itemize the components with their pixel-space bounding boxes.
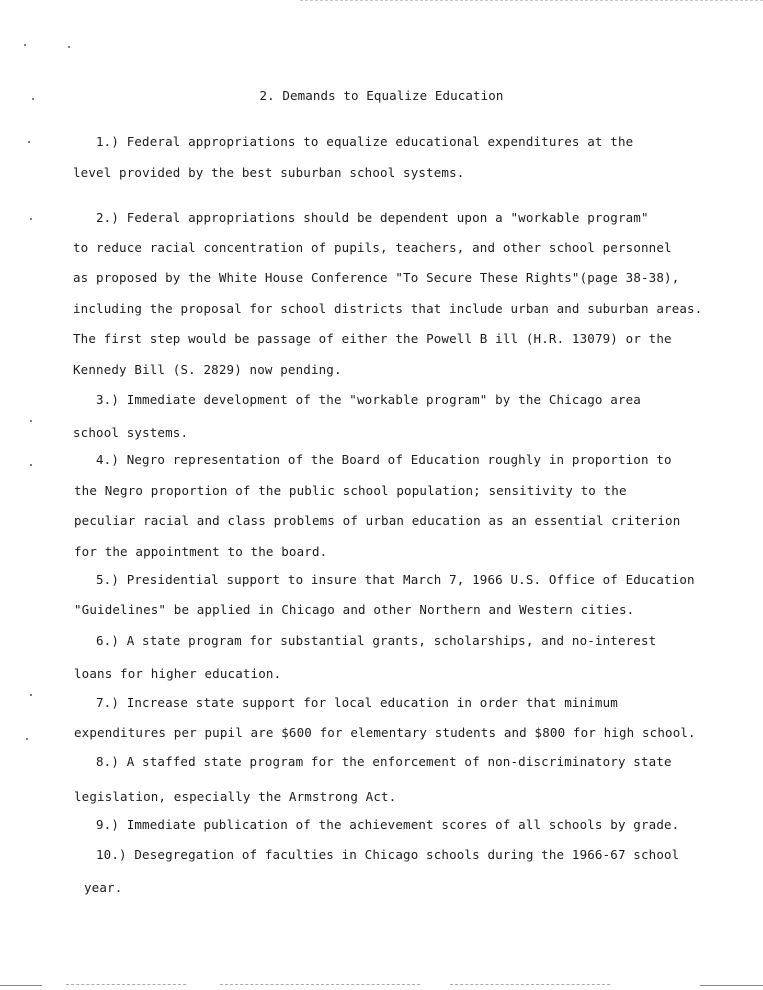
text-line: 9.) Immediate publication of the achievement scores of all schools by grade. bbox=[96, 817, 680, 832]
text-line: as proposed by the White House Conference "To Secure These Rights"(page 38-38), bbox=[73, 270, 680, 285]
text-line: "Guidelines" be applied in Chicago and other Northern and Western cities. bbox=[74, 602, 635, 617]
page-title: 2. Demands to Equalize Education bbox=[259, 88, 504, 103]
scan-speck bbox=[30, 694, 32, 696]
text-line: the Negro proportion of the public school population; sensitivity to the bbox=[74, 483, 627, 498]
text-line: including the proposal for school districts that include urban and suburban areas. bbox=[73, 301, 703, 316]
text-line: 3.) Immediate development of the "workable program" by the Chicago area bbox=[96, 392, 641, 407]
scan-speck bbox=[68, 46, 70, 48]
text-line: expenditures per pupil are $600 for elementary students and $800 for high school. bbox=[74, 725, 696, 740]
text-line: 1.) Federal appropriations to equalize educational expenditures at the bbox=[96, 134, 634, 149]
text-line: legislation, especially the Armstrong Act. bbox=[74, 789, 397, 804]
text-line: 6.) A state program for substantial grants, scholarships, and no-interest bbox=[96, 633, 657, 648]
text-line: 7.) Increase state support for local education in order that minimum bbox=[96, 695, 618, 710]
scan-speck bbox=[24, 44, 26, 46]
scan-edge-dots bbox=[300, 0, 763, 3]
text-line: school systems. bbox=[73, 425, 189, 440]
scan-speck bbox=[26, 738, 28, 740]
text-line: loans for higher education. bbox=[74, 666, 282, 681]
scan-speck bbox=[30, 420, 32, 422]
text-line: Kennedy Bill (S. 2829) now pending. bbox=[73, 362, 342, 377]
scan-edge-rule bbox=[700, 985, 763, 986]
text-line: 4.) Negro representation of the Board of Education roughly in proportion to bbox=[96, 452, 672, 467]
scan-speck bbox=[30, 464, 32, 466]
text-line: to reduce racial concentration of pupils, teachers, and other school personnel bbox=[73, 240, 672, 255]
text-line: The first step would be passage of either the Powell B ill (H.R. 13079) or the bbox=[73, 331, 672, 346]
text-line: 2.) Federal appropriations should be dependent upon a "workable program" bbox=[96, 210, 649, 225]
text-line: year. bbox=[84, 880, 123, 895]
scan-edge-dash bbox=[66, 984, 186, 985]
scan-edge-dash bbox=[220, 984, 420, 985]
scan-speck bbox=[30, 218, 32, 220]
text-line: peculiar racial and class problems of urban education as an essential criterion bbox=[74, 513, 681, 528]
scan-edge-dash bbox=[450, 984, 610, 985]
text-line: 8.) A staffed state program for the enforcement of non-discriminatory state bbox=[96, 754, 672, 769]
scan-speck bbox=[28, 141, 30, 143]
text-line: 10.) Desegregation of faculties in Chicago schools during the 1966-67 school bbox=[96, 847, 680, 862]
text-line: for the appointment to the board. bbox=[74, 544, 328, 559]
text-line: 5.) Presidential support to insure that March 7, 1966 U.S. Office of Education bbox=[96, 572, 695, 587]
text-line: level provided by the best suburban school systems. bbox=[73, 165, 465, 180]
scan-edge-rule bbox=[0, 985, 42, 986]
